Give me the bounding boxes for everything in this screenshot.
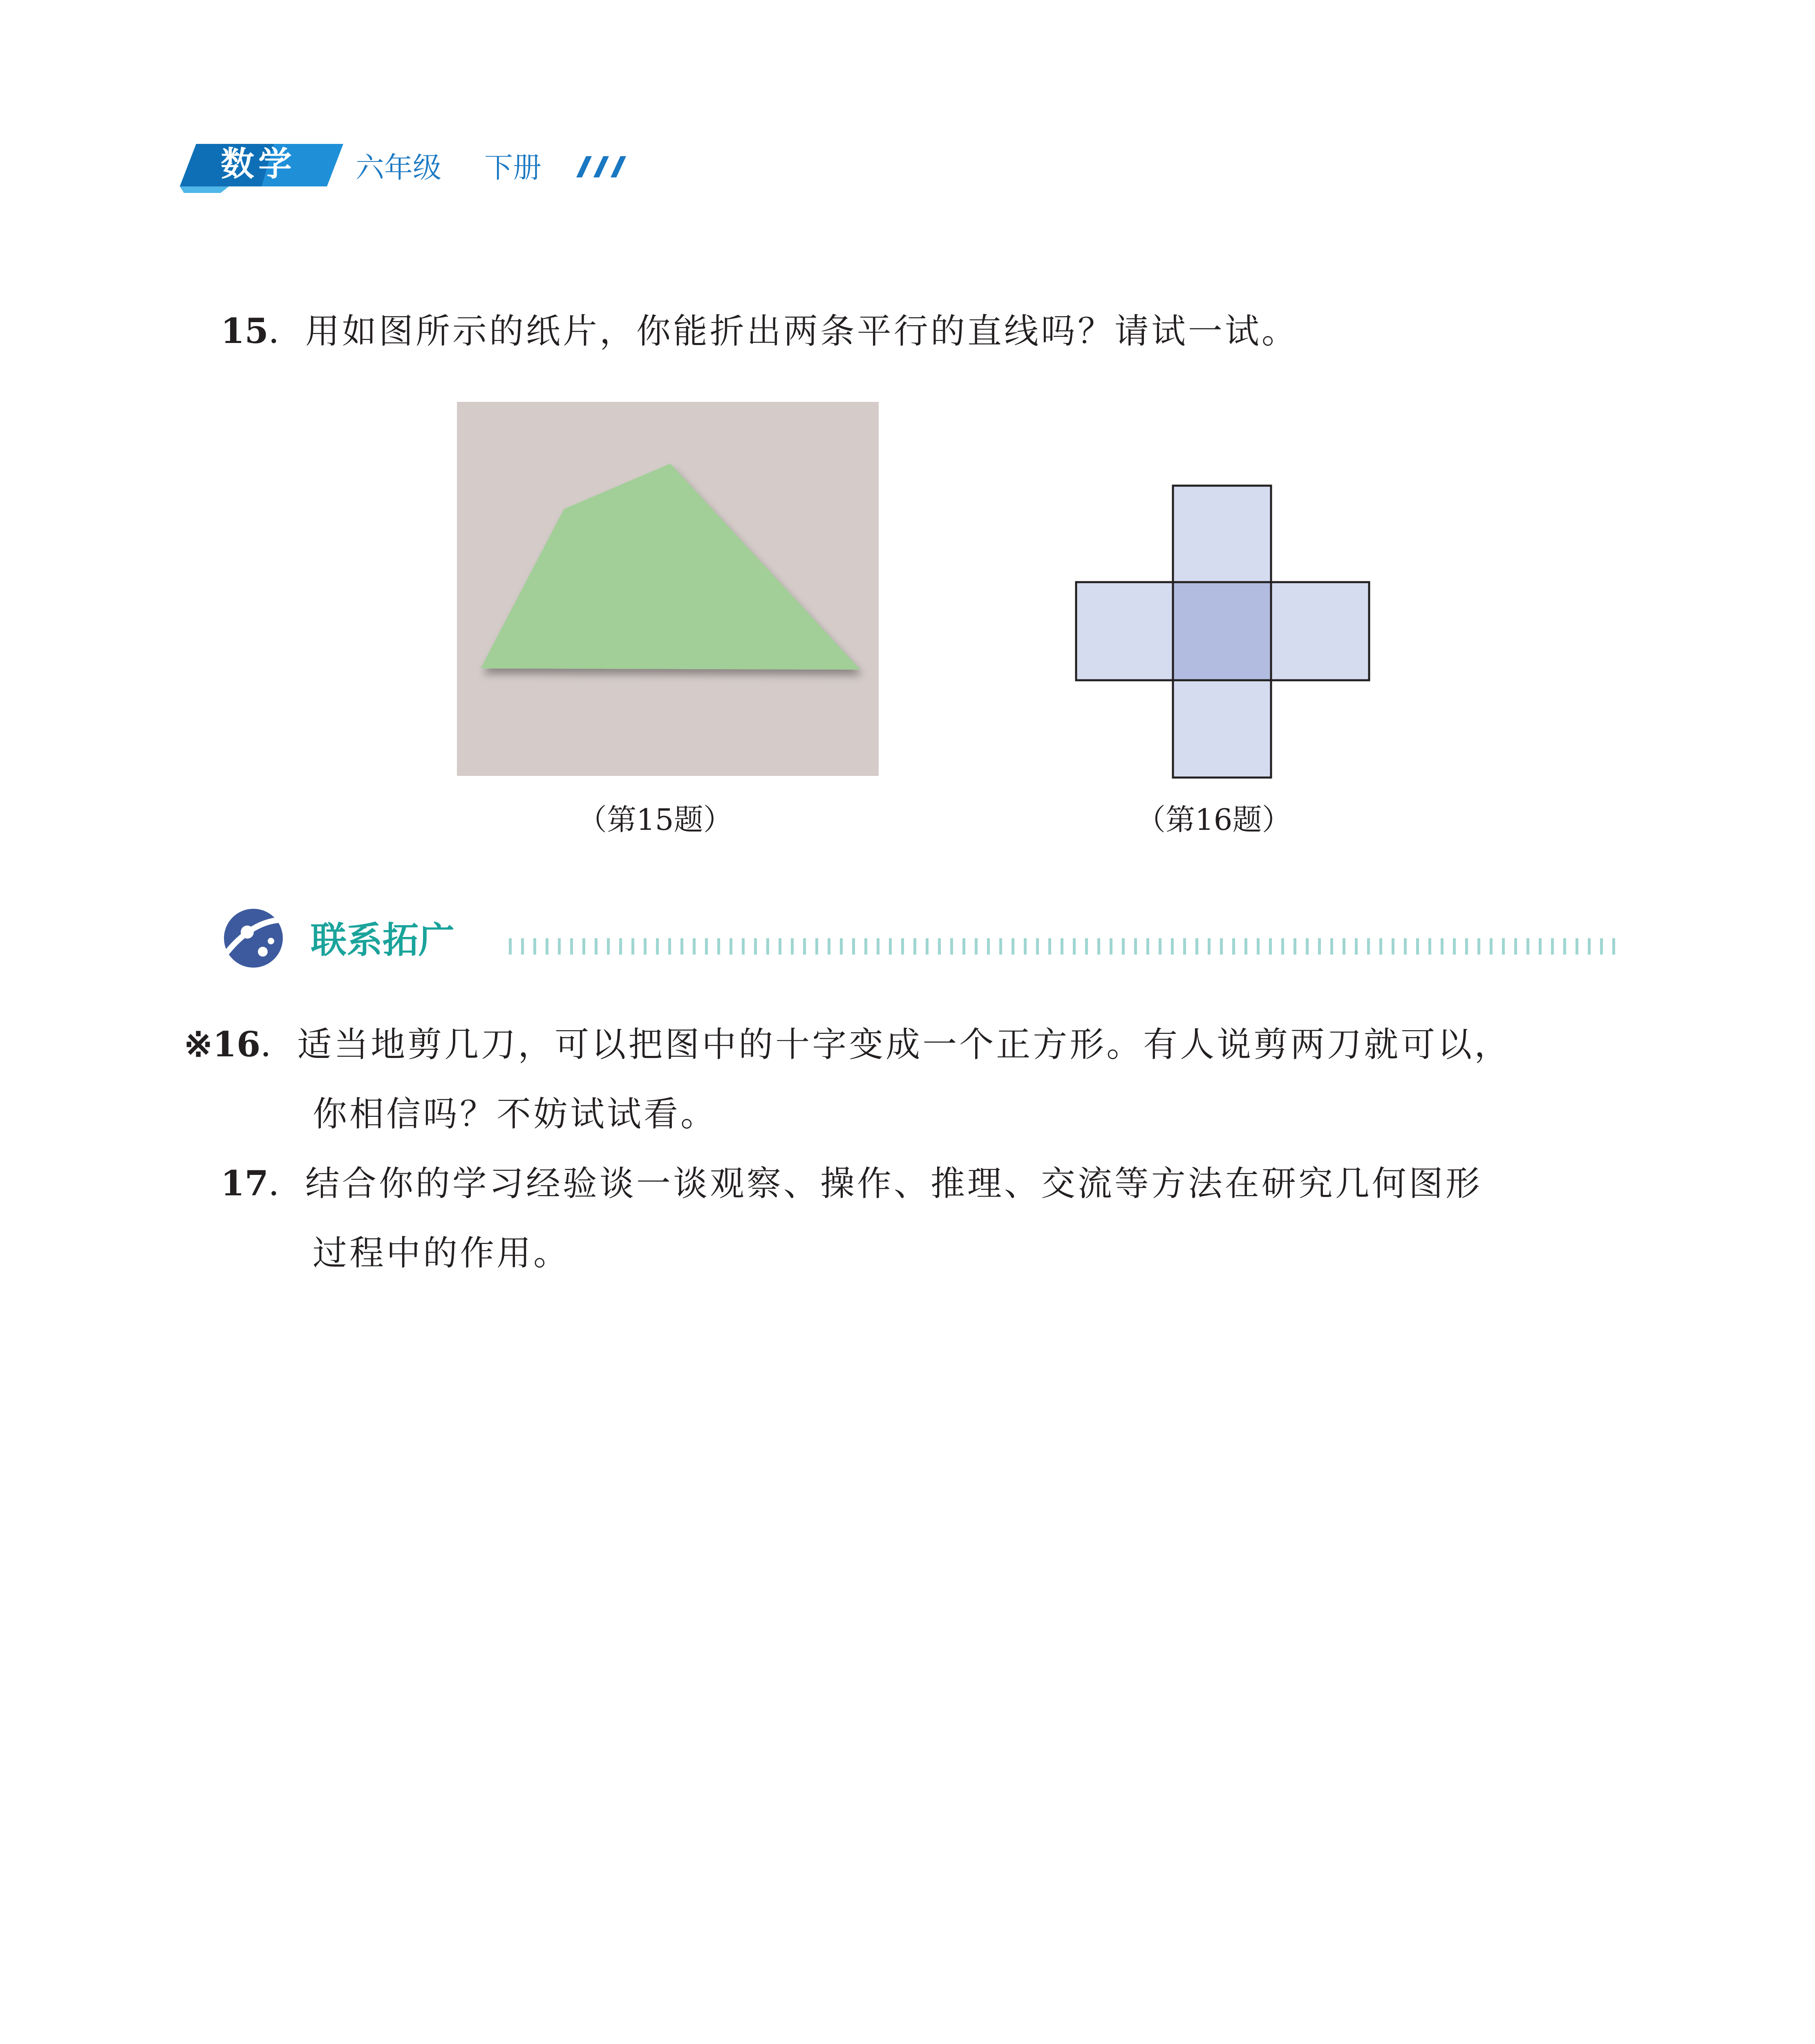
grade-label: 六年级 — [356, 151, 441, 184]
question-17-line1: ．结合你的学习经验谈一谈观察、操作、推理、交流等方法在研究几何图形 — [268, 1163, 1482, 1204]
question-15-text: ．用如图所示的纸片，你能折出两条平行的直线吗？请试一试。 — [268, 311, 1298, 351]
volume-label: 下册 — [484, 151, 542, 184]
cross-bottom-square — [1173, 680, 1271, 778]
cross-center-square — [1173, 582, 1271, 680]
cross-left-square — [1076, 582, 1173, 680]
question-15 — [221, 311, 1298, 352]
question-17-line2: 过程中的作用。 — [313, 1233, 571, 1273]
question-17-number: 17 — [221, 1163, 269, 1204]
question-17 — [221, 1163, 1482, 1204]
figure-16-cross — [1075, 484, 1371, 779]
question-15-number: 15 — [221, 311, 269, 351]
figure-15-caption: （第15题） — [577, 802, 733, 837]
cross-top-square — [1173, 486, 1271, 582]
question-16-prefix: ※ — [184, 1024, 213, 1065]
question-16-line2: 你相信吗？不妨试试看。 — [313, 1094, 718, 1134]
slash-decoration — [568, 155, 642, 179]
section-divider — [509, 936, 1620, 957]
page-header — [180, 135, 670, 200]
figure-16-caption: （第16题） — [1136, 802, 1291, 837]
extension-section-icon — [219, 903, 288, 973]
question-16-number: 16 — [213, 1024, 261, 1065]
section-title: 联系拓广 — [311, 919, 455, 961]
figure-15-paper-photo — [457, 402, 879, 776]
question-16 — [184, 1024, 1511, 1065]
cross-right-square — [1271, 582, 1369, 680]
subject-label: 数学 — [221, 145, 296, 184]
question-16-line1: ．适当地剪几刀，可以把图中的十字变成一个正方形。有人说剪两刀就可以， — [260, 1024, 1511, 1065]
